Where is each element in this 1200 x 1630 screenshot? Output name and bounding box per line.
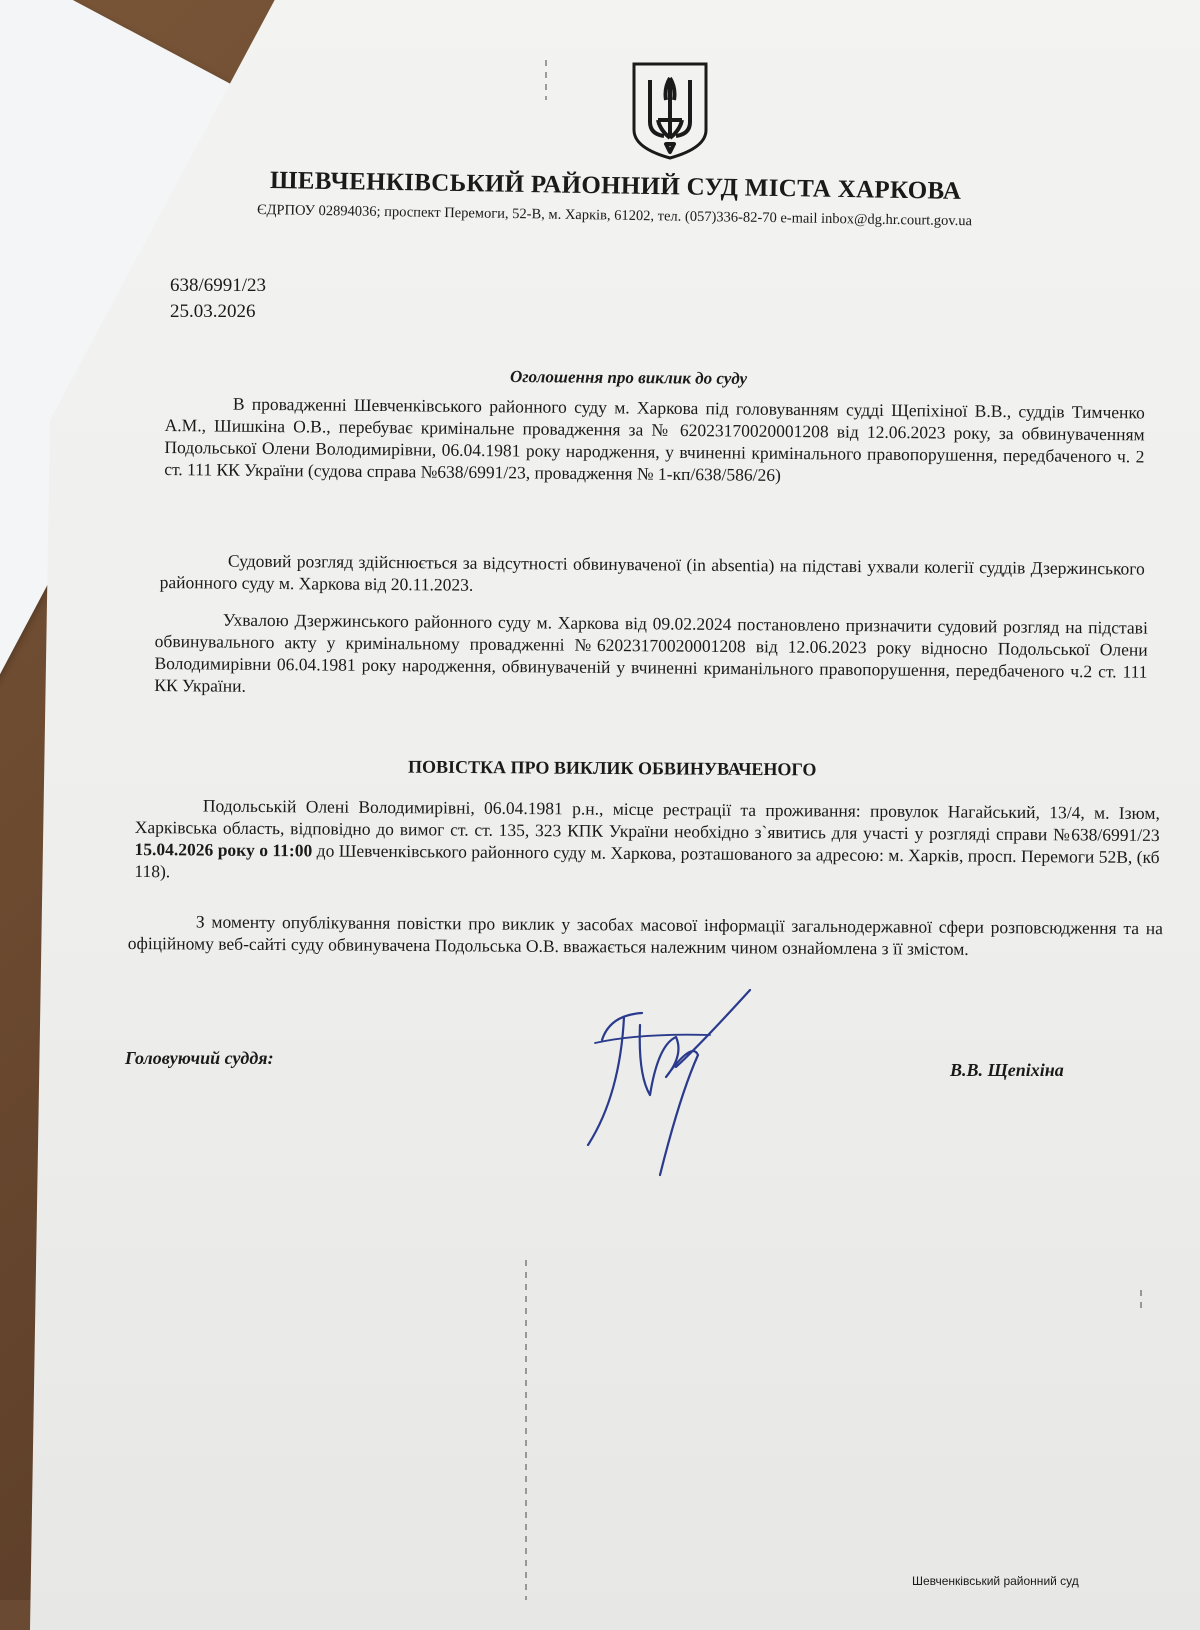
announcement-title: Оголошення про виклик до суду xyxy=(509,366,748,389)
paragraph-text: Судовий розгляд здійснюється за відсутності обвинуваченої (in absentia) на підставі ухвали колегії суддів Дзержинського районного суду м. Харкова від 20.11.2023. xyxy=(159,550,1145,595)
paragraph-text: Ухвалою Дзержинського районного суду м. Харкова від 09.02.2024 постановлено призначити судовий розгляд на підставі обвинувального акту у кримінальному провадженні №62023170020001208 від 12.06.2023 року відносно Подольської Олени Володимирівни 06.04.1981 року народження, обвинуваченій у вчиненні криманільного правопорушення, передбаченого ч.2 ст. 111 КК України. xyxy=(154,609,1148,696)
paragraph-text: З моменту опублікування повістки про виклик у засобах масової інформації загальнодержавної сфери розповсюдження та на офіційному веб-сайті суду обвинувачена Подольська О.В. вважається належним чином ознайомлена з її змістом. xyxy=(127,911,1163,959)
summons-text-after: до Шевченківського районного суду м. Харкова, розташованого за адресою: м. Харків, просп. Перемоги 52В, (кб 118). xyxy=(134,840,1160,882)
trident-emblem-icon xyxy=(630,60,710,162)
document-date: 25.03.2026 xyxy=(170,301,256,322)
perforation-line xyxy=(525,1260,527,1600)
presiding-judge-label: Головуючий суддя: xyxy=(125,1048,274,1068)
paragraph-text xyxy=(134,794,1160,890)
summons-text-before: Подольській Олені Володимирівні, 06.04.1981 р.н., місце рестрації та проживання: провулок Нагайський, 13/4, м. Ізюм, Харківська область, відповідно до вимог ст. ст. 135, 323 КПК України необхідно з`явитись для участі у розгляді справи №638/6991/23 xyxy=(134,795,1160,846)
court-contacts: ЄДРПОУ 02894036; проспект Перемоги, 52-В, м. Харків, 61202, тел. (057)336-82-70 e-mail inbox@dg.hr.court.gov.ua xyxy=(256,202,973,230)
summons-paragraph-1 xyxy=(134,794,1160,890)
announcement-paragraph-1 xyxy=(164,392,1145,489)
summons-title: ПОВІСТКА ПРО ВИКЛИК ОБВИНУВАЧЕНОГО xyxy=(407,756,817,780)
announcement-paragraph-3 xyxy=(154,608,1148,705)
summons-paragraph-2 xyxy=(128,910,1163,961)
judge-name: В.В. Щепіхіна xyxy=(950,1060,1064,1080)
announcement-paragraph-2 xyxy=(160,549,1145,602)
hearing-datetime: 15.04.2026 року о 11:00 xyxy=(134,838,313,861)
paragraph-text: В провадженні Шевченківського районного суду м. Харкова під головуванням судді Щепіхіної В.В., суддів Тимченко А.М., Шишкіна О.В., перебуває кримінальне провадження за № 62023170020001208 від 12.06.2023 року, за обвинуваченням Подольської Олени Володимирівни, 06.04.1981 року народження, у вчиненні кримінального правопорушення, передбаченого ч. 2 ст. 111 КК України (судова справа №638/6991/23, провадження № 1-кп/638/586/26) xyxy=(164,393,1145,485)
handwritten-signature xyxy=(580,985,760,1185)
perforation-mark xyxy=(545,60,547,100)
case-number: 638/6991/23 xyxy=(170,275,267,296)
perforation-mark xyxy=(1140,1290,1142,1310)
court-name-heading: ШЕВЧЕНКІВСЬКИЙ РАЙОННИЙ СУД МІСТА ХАРКОВА xyxy=(269,167,962,205)
stamp-fragment-text: Шевченківський районний суд xyxy=(912,1574,1079,1588)
